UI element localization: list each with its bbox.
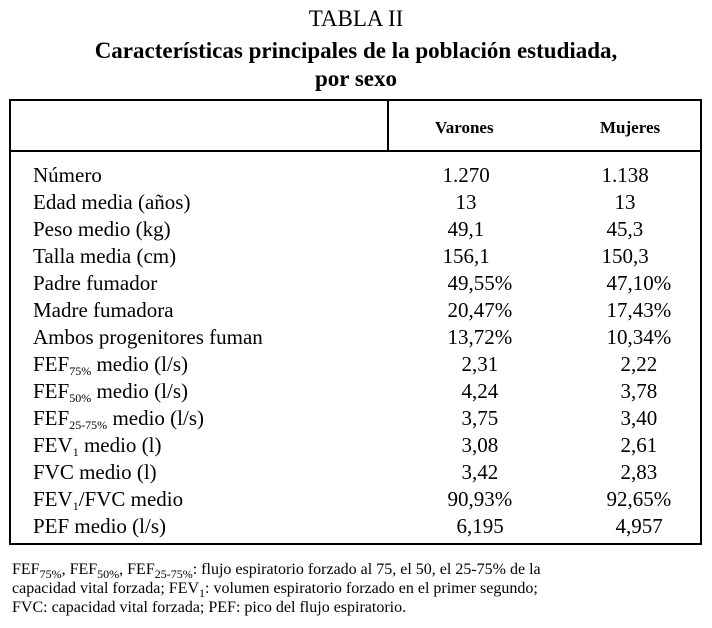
row-label: $FEF_{50\%}$ medio (l/s) — [33, 379, 189, 405]
table-row — [0, 162, 712, 189]
row-label: PEF medio (l/s) — [33, 514, 167, 538]
cell-varones: 49,55% — [447, 271, 513, 295]
table-footnote — [12, 560, 702, 617]
cell-varones: 4,24 — [461, 379, 499, 403]
column-header-mujeres: Mujeres — [600, 118, 661, 137]
table-row — [0, 459, 712, 486]
table-number: TABLA II — [308, 6, 404, 31]
cell-mujeres: 2,83 — [620, 460, 658, 484]
table-title: Características principales de la población estudiada, — [94, 38, 618, 63]
table-subtitle: por sexo — [315, 66, 397, 91]
cell-mujeres: 17,43% — [606, 298, 672, 322]
row-label: Padre fumador — [33, 271, 158, 295]
table-row — [0, 513, 712, 540]
cell-mujeres: 4,957 — [615, 514, 663, 538]
table-row — [0, 297, 712, 324]
table-row — [0, 243, 712, 270]
table-row — [0, 270, 712, 297]
cell-varones: 90,93% — [447, 487, 513, 511]
cell-varones: 3,08 — [461, 433, 499, 457]
cell-varones: 20,47% — [447, 298, 513, 322]
table-row — [0, 405, 712, 432]
footnote-line-3: FVC: capacidad vital forzada; PEF: pico del flujo espiratorio. — [12, 599, 407, 616]
table-row — [0, 324, 712, 351]
row-label: $FEV_1$/FVC medio — [33, 487, 184, 513]
cell-mujeres: 13 — [614, 190, 636, 214]
row-label: Talla media (cm) — [33, 244, 177, 268]
row-label: Ambos progenitores fuman — [33, 325, 263, 349]
cell-mujeres: 92,65% — [606, 487, 672, 511]
cell-varones: 156,1 — [442, 244, 490, 268]
cell-varones: 6,195 — [456, 514, 504, 538]
row-label: Edad media (años) — [33, 190, 191, 214]
cell-varones: 2,31 — [461, 352, 499, 376]
cell-mujeres: 3,40 — [620, 406, 658, 430]
cell-mujeres: 47,10% — [606, 271, 672, 295]
row-label: Peso medio (kg) — [33, 217, 171, 241]
column-header-varones: Varones — [435, 118, 494, 137]
cell-varones: 1.270 — [442, 163, 490, 187]
row-label: $FEF_{25-75\%}$ medio (l/s) — [33, 406, 205, 432]
cell-mujeres: 3,78 — [620, 379, 658, 403]
cell-varones: 13,72% — [447, 325, 513, 349]
row-label: $FEV_1$ medio (l) — [33, 433, 162, 459]
table-row — [0, 378, 712, 405]
footnote-line-1: $FEF_{75\%}$, $FEF_{50\%}$, $FEF_{25-75\%}$: flujo espiratorio forzado al 75, el 50, el 25-75% de la — [12, 561, 541, 581]
cell-mujeres: 1.138 — [601, 163, 649, 187]
cell-mujeres: 2,22 — [620, 352, 658, 376]
table-row — [0, 216, 712, 243]
cell-mujeres: 2,61 — [620, 433, 658, 457]
cell-varones: 3,75 — [461, 406, 499, 430]
cell-varones: 3,42 — [461, 460, 499, 484]
row-label: Madre fumadora — [33, 298, 174, 322]
table-row — [0, 486, 712, 513]
row-label: FVC medio (l) — [33, 460, 157, 484]
cell-mujeres: 45,3 — [606, 217, 644, 241]
table-row — [0, 432, 712, 459]
row-label: Número — [33, 163, 102, 187]
header-column-divider — [387, 99, 389, 152]
cell-varones: 13 — [455, 190, 477, 214]
footnote-line-2: capacidad vital forzada; $FEV_1$: volumen espiratorio forzado en el primer segundo; — [12, 580, 538, 600]
table-row — [0, 351, 712, 378]
cell-mujeres: 150,3 — [601, 244, 649, 268]
table-row — [0, 189, 712, 216]
cell-varones: 49,1 — [447, 217, 485, 241]
cell-mujeres: 10,34% — [606, 325, 672, 349]
row-label: $FEF_{75\%}$ medio (l/s) — [33, 352, 189, 378]
header-divider — [9, 150, 702, 152]
